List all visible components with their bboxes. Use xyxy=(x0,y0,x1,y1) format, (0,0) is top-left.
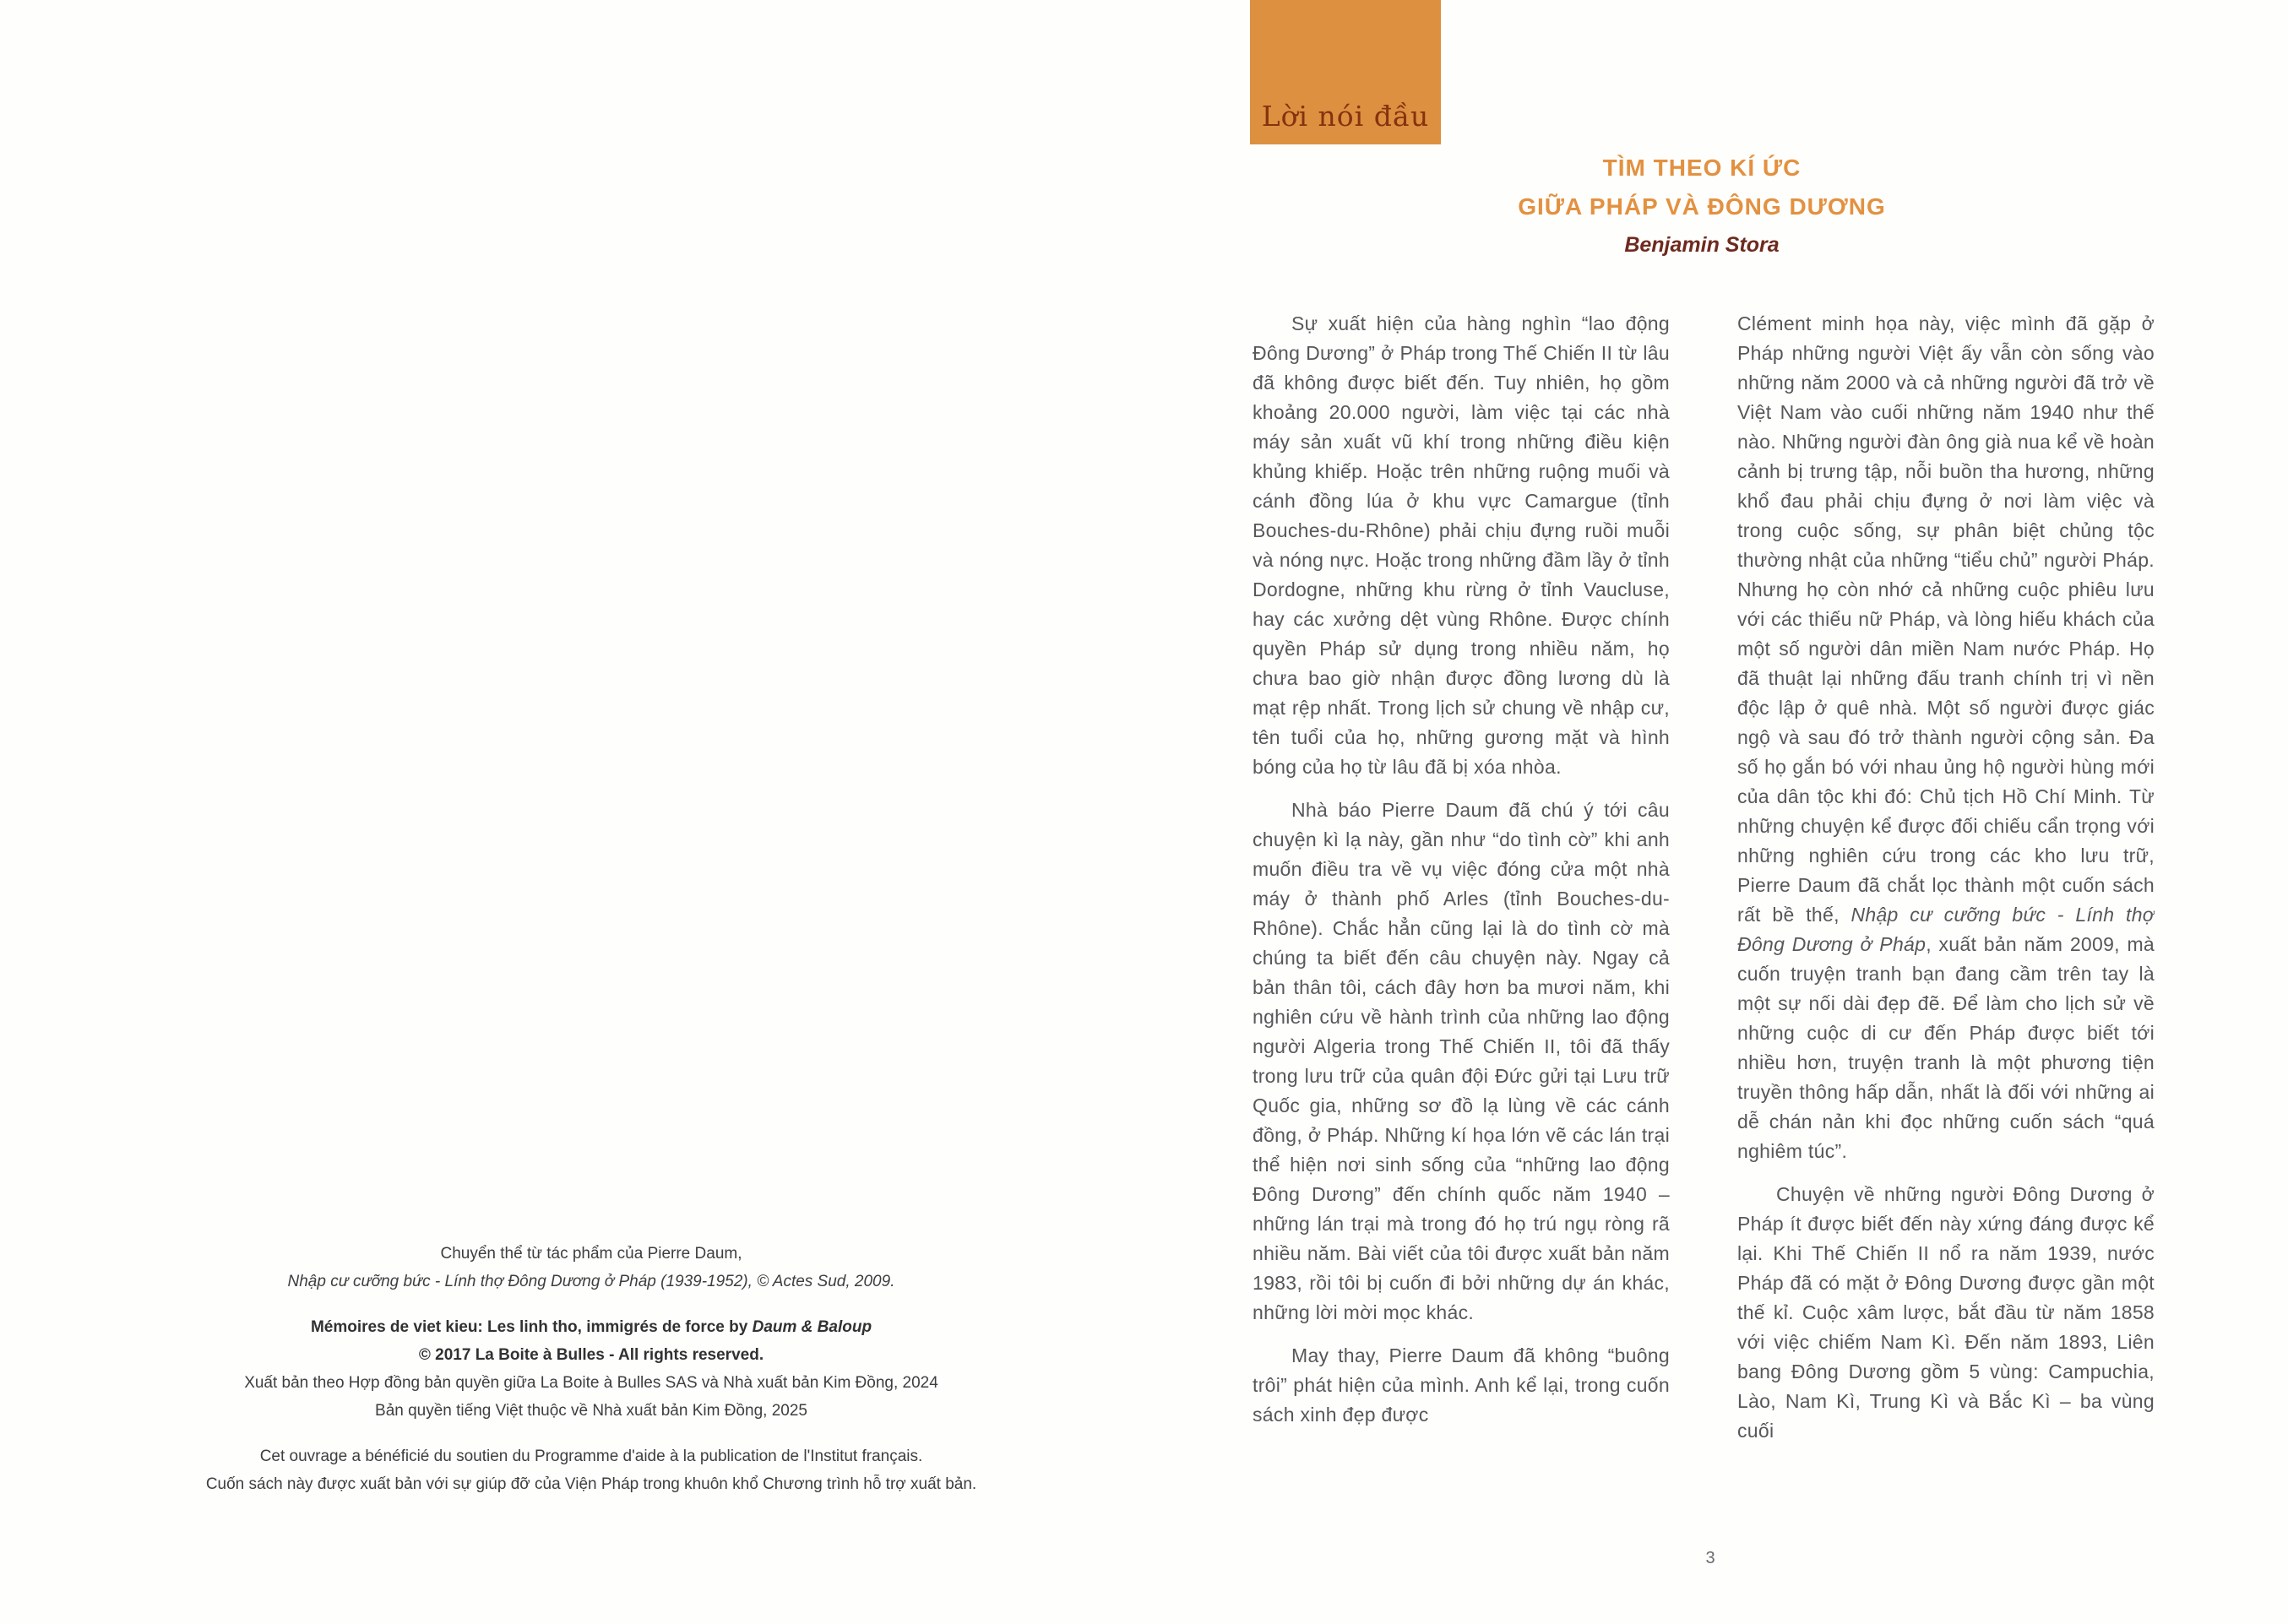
publisher-copyright-block xyxy=(76,1313,1106,1425)
text-run: Xuất bản theo Hợp đồng bản quyền giữa La Boite à Bulles SAS và Nhà xuất bản Kim Đồng, 2024 xyxy=(244,1374,938,1392)
credit-line xyxy=(76,1313,1106,1341)
text-run: Nhập cư cưỡng bức - Lính thợ Đông Dương ở Pháp xyxy=(1737,904,2155,955)
paragraph xyxy=(1253,796,1670,1328)
text-run: May thay, Pierre Daum đã không “buông trôi” phát hiện của mình. Anh kể lại, trong cuốn sách xinh đẹp được xyxy=(1253,1344,1670,1426)
text-run: Chuyện về những người Đông Dương ở Pháp ít được biết đến này xứng đáng được kể lại. Khi Thế Chiến II nổ ra năm 1939, nước Pháp đã có mặt ở Đông Dương được gần một thế kỉ. Cuộc xâm lược, bắt đầu từ năm 1858 với việc chiếm Nam Kì. Đến năm 1893, Liên bang Đông Dương gồm 5 vùng: Campuchia, Lào, Nam Kì, Trung Kì và Bắc Kì – ba vùng cuối xyxy=(1737,1183,2155,1442)
paragraph xyxy=(1253,1341,1670,1430)
credit-line xyxy=(76,1369,1106,1397)
credit-line xyxy=(76,1268,1106,1295)
text-run: , xuất bản năm 2009, mà cuốn truyện tranh bạn đang cầm trên tay là một sự nối dài đẹp đẽ. Để làm cho lịch sử về những cuộc di cư đến Pháp được biết tới nhiều hơn, truyện tranh là một phương tiện truyền thông hấp dẫn, nhất là đối với những ai dễ chán nản khi đọc những cuốn sách “quá nghiêm túc”. xyxy=(1737,933,2155,1162)
article-title-line2: GIỮA PHÁP VÀ ĐÔNG DƯƠNG xyxy=(1518,193,1886,220)
institut-francais-support-block xyxy=(76,1442,1106,1498)
text-run: Mémoires de viet kieu: Les linh tho, immigrés de force by xyxy=(310,1318,753,1336)
text-run: Cet ouvrage a bénéficié du soutien du Programme d'aide à la publication de l'Institut français. xyxy=(259,1447,923,1465)
preface-label: Lời nói đầu xyxy=(1261,100,1430,133)
text-column-right xyxy=(1737,309,2155,1513)
preface-header-box xyxy=(1250,0,1441,144)
credit-line xyxy=(76,1397,1106,1425)
paragraph xyxy=(1253,309,1670,782)
text-run: © 2017 La Boite à Bulles - All rights reserved. xyxy=(418,1346,764,1364)
text-run: Bản quyền tiếng Việt thuộc về Nhà xuất bản Kim Đồng, 2025 xyxy=(375,1402,807,1420)
article-title-line1: TÌM THEO KÍ ỨC xyxy=(1602,155,1802,181)
credit-line xyxy=(76,1470,1106,1498)
credit-line xyxy=(76,1442,1106,1470)
text-run: Daum & Baloup xyxy=(752,1318,872,1336)
copyright-credits xyxy=(76,1240,1106,1516)
paragraph xyxy=(1737,309,2155,1166)
adaptation-credit-block xyxy=(76,1240,1106,1295)
text-run: Nhập cư cưỡng bức - Lính thợ Đông Dương ở Pháp (1939-1952), © Actes Sud, 2009. xyxy=(287,1273,895,1290)
text-run: Nhà báo Pierre Daum đã chú ý tới câu chuyện kì lạ này, gần như “do tình cờ” khi anh muốn điều tra về vụ việc đóng cửa một nhà máy ở thành phố Arles (tỉnh Bouches-du-Rhône). Chắc hẳn cũng lại là do tình cờ mà chúng ta biết đến câu chuyện này. Ngay cả bản thân tôi, cách đây hơn ba mươi năm, khi nghiên cứu về hành trình của những lao động người Algeria trong Thế Chiến II, tôi đã thấy trong lưu trữ của quân đội Đức gửi tại Lưu trữ Quốc gia, những sơ đồ lạ lùng về các cánh đồng, ở Pháp. Những kí họa lớn vẽ các lán trại thể hiện nơi sinh sống của “những lao động Đông Dương” đến chính quốc năm 1940 – những lán trại mà trong đó họ trú ngụ ròng rã nhiều năm. Bài viết của tôi được xuất bản năm 1983, rồi tôi bị cuốn đi bởi những dự án khác, những lời mời mọc khác. xyxy=(1253,799,1670,1323)
text-run: Clément minh họa này, việc mình đã gặp ở Pháp những người Việt ấy vẫn còn sống vào những năm 2000 và cả những người đã trở về Việt Nam vào cuối những năm 1940 như thế nào. Những người đàn ông già nua kể về hoàn cảnh bị trưng tập, nỗi buồn tha hương, những khổ đau phải chịu đựng ở nơi làm việc và trong cuộc sống, sự phân biệt chủng tộc thường nhật của những “tiểu chủ” người Pháp. Nhưng họ còn nhớ cả những cuộc phiêu lưu với các thiếu nữ Pháp, và lòng hiếu khách của một số người dân miền Nam nước Pháp. Họ đã thuật lại những đấu tranh chính trị vì nền độc lập ở quê nhà. Một số người được giác ngộ và sau đó trở thành người cộng sản. Đa số họ gắn bó với nhau ủng hộ người hùng mới của dân tộc khi đó: Chủ tịch Hồ Chí Minh. Từ những chuyện kể được đối chiếu cẩn trọng với những nghiên cứu trong các kho lưu trữ, Pierre Daum đã chắt lọc thành một cuốn sách rất bề thế, xyxy=(1737,312,2155,926)
credit-line xyxy=(76,1240,1106,1268)
page-number: 3 xyxy=(1705,1549,1715,1567)
credit-line xyxy=(76,1341,1106,1369)
text-run: Sự xuất hiện của hàng nghìn “lao động Đông Dương” ở Pháp trong Thế Chiến II từ lâu đã không được biết đến. Tuy nhiên, họ gồm khoảng 20.000 người, làm việc tại các nhà máy sản xuất vũ khí trong những điều kiện khủng khiếp. Hoặc trên những ruộng muối và cánh đồng lúa ở khu vực Camargue (tỉnh Bouches-du-Rhône) phải chịu đựng ruồi muỗi và nóng nực. Hoặc trong những đầm lầy ở tỉnh Dordogne, những khu rừng ở tỉnh Vaucluse, hay các xưởng dệt vùng Rhône. Được chính quyền Pháp sử dụng trong nhiều năm, họ chưa bao giờ nhận được đồng lương dù là mạt rệp nhất. Trong lịch sử chung về nhập cư, tên tuổi của họ, những gương mặt và hình bóng của họ từ lâu đã bị xóa nhòa. xyxy=(1253,312,1670,778)
author-name: Benjamin Stora xyxy=(1624,233,1780,257)
text-run: Cuốn sách này được xuất bản với sự giúp đỡ của Viện Pháp trong khuôn khổ Chương trình hỗ trợ xuất bản. xyxy=(205,1475,977,1493)
article-title-block xyxy=(1229,149,2175,258)
text-run: Chuyển thể từ tác phẩm của Pierre Daum, xyxy=(440,1245,742,1263)
paragraph xyxy=(1737,1180,2155,1446)
text-column-left xyxy=(1253,309,1670,1513)
